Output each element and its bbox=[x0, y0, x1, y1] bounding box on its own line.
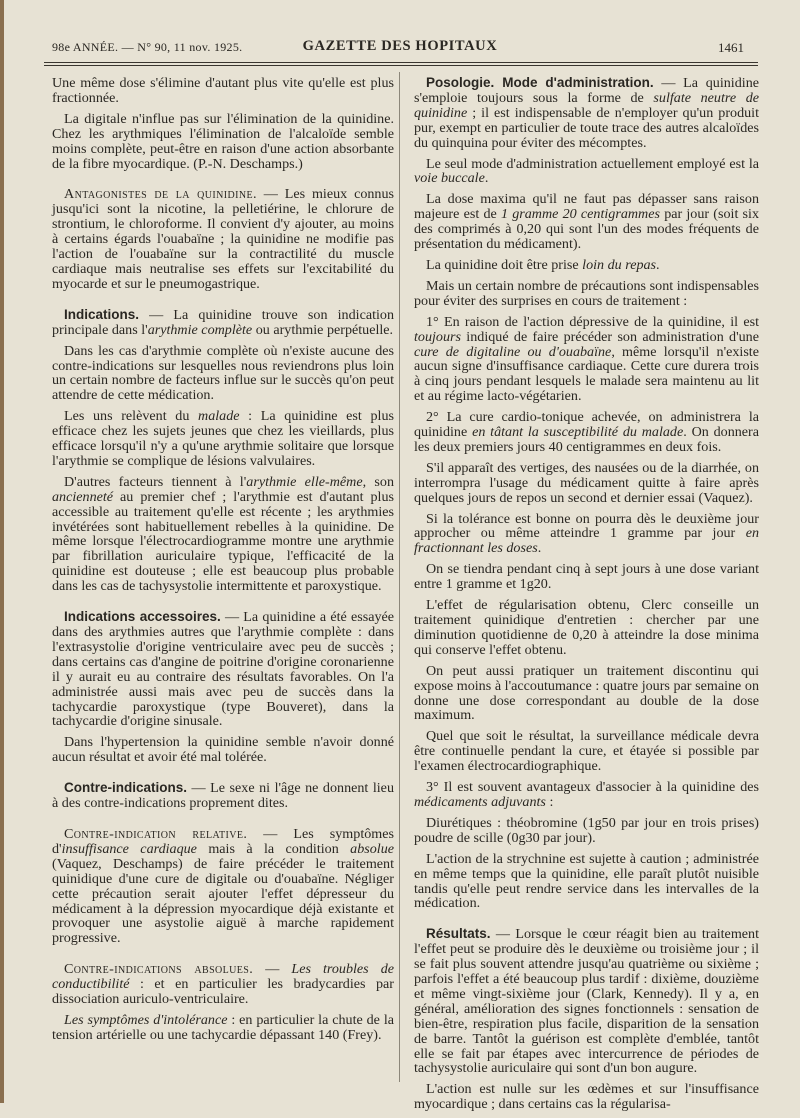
section-heading: Antagonistes de la quinidine. bbox=[64, 186, 257, 203]
section-heading: Indications accessoires. bbox=[64, 609, 221, 625]
section-antagonistes: Antagonistes de la quinidine. — Les mieux connus jusqu'ici sont la nicotine, la pelletiérine, le chlorure de strontium, le chloroforme. Il convient d'y ajouter, au moins à certains égards l'ouabaïne ; la quinidine ne modifie pas l'action de l'ouabaïne sur la contractilité du muscle cardiaque mais neutralise ses effets sur l'excitabilité du myocarde et sur le pneumogastrique. bbox=[52, 186, 394, 292]
section-heading: Contre-indications. bbox=[64, 780, 188, 796]
paragraph: Quel que soit le résultat, la surveillance médicale devra être continuelle pendant la cure, et étayée si possible par l'examen électrocardiographique. bbox=[414, 728, 759, 775]
section-resultats: Résultats. — Lorsque le cœur réagit bien au traitement l'effet peut se produire dès le deuxième ou troisième jour ; il se fait plus souvent attendre jusqu'au quatrième ou sixième ; parfois l'effet a été beaucoup plus tardif : dixième, douzième et même vingt-sixième jour (Clark, Kennedy). Il y a, en général, amélioration des signes fonctionnels : sensation de bien-être, respiration plus facile, disparition de la sensation de barre. Tantôt la guérison est complète d'emblée, tantôt elle se fait par étapes avec intercurrence de périodes de tachysystolie auriculaire qui sont d'un bon augure. bbox=[414, 926, 759, 1077]
section-contre-indications: Contre-indications. — Le sexe ni l'âge ne donnent lieu à des contre-indications proprement dites. bbox=[52, 780, 394, 812]
paragraph: 1° En raison de l'action dépressive de la quinidine, il est toujours indiqué de faire précéder son administration d'une cure de digitaline ou d'ouabaïne, même lorsqu'il n'existe aucun signe d'insuffisance cardiaque. Cette cure durera trois à cinq jours pendant lesquels le malade sera maintenu au lit et au régime lacto-végétarien. bbox=[414, 313, 759, 405]
paragraph: Diurétiques : théobromine (1g50 par jour en trois prises) poudre de scille (0g30 par jour). bbox=[414, 814, 759, 846]
paragraph: La dose maxima qu'il ne faut pas dépasser sans raison majeure est de 1 gramme 20 centigrammes par jour (soit six des comprimés à 0,20 qui sont l'un des modes fréquents de présentation du médicament). bbox=[414, 191, 760, 253]
paragraph: La digitale n'influe pas sur l'élimination de la quinidine. Chez les arythmiques l'élimination de l'alcaloïde semble moins complète, peut-être en raison d'une action absorbante de la fibre myocardique. (P.-N. Deschamps.) bbox=[52, 110, 394, 172]
section-heading: Contre-indication relative. bbox=[64, 825, 248, 842]
paragraph: La quinidine doit être prise loin du repas. bbox=[426, 256, 660, 273]
paragraph: Le seul mode d'administration actuellement employé est la voie buccale. bbox=[414, 155, 759, 187]
page-number: 1461 bbox=[718, 40, 744, 55]
paragraph: Mais un certain nombre de précautions sont indispensables pour éviter des surprises en cours de traitement : bbox=[414, 277, 759, 309]
section-heading: Contre-indications absolues. bbox=[64, 961, 254, 978]
paragraph: 3° Il est souvent avantageux d'associer à la quinidine des médicaments adjuvants : bbox=[414, 779, 759, 810]
section-indications-accessoires: Indications accessoires. — La quinidine a été essayée dans des arythmies autres que l'arythmie complète : dans l'extrasystolie d'origine ventriculaire avec peu de succès ; dans certains cas d'angine de poitrine d'origine coronarienne il y aurait eu au contraire des résultats favorables. On l'a administrée aussi mais avec peu de succès dans la tachycardie paroxystique (type Bouveret), dans la tachycardie d'origine sinusale. bbox=[52, 609, 395, 730]
paragraph: On peut aussi pratiquer un traitement discontinu qui expose moins à l'accoutumance : quatre jours par semaine on donne une dose correspondant au double de la dose maximum. bbox=[414, 662, 759, 724]
section-contre-indications-absolues: Contre-indications absolues. — Les troubles de conductibilité : et en particulier les bradycardies par dissociation auriculo-ventriculaire. bbox=[52, 961, 395, 1008]
section-posologie: Posologie. Mode d'administration. — La quinidine s'emploie toujours sous la forme de sulfate neutre de quinidine ; il est indispensable de n'employer qu'un produit pur, exempt en particulier de toute trace des autres alcaloïdes du quinquina pour éviter des mécomptes. bbox=[414, 75, 759, 151]
section-heading: Résultats. bbox=[426, 926, 491, 942]
paragraph: S'il apparaît des vertiges, des nausées ou de la diarrhée, on interrompra l'usage du médicament quitte à faire après quelques jours de repos un second et dernier essai (Vaquez). bbox=[414, 459, 759, 506]
right-column bbox=[414, 76, 759, 1118]
section-heading: Posologie. Mode d'administration. bbox=[426, 75, 654, 90]
header-rule bbox=[44, 62, 758, 66]
paragraph: On se tiendra pendant cinq à sept jours à une dose variant entre 1 gramme et 1g20. bbox=[414, 561, 759, 593]
paragraph: L'action est nulle sur les œdèmes et sur l'insuffisance myocardique ; dans certains cas la régularisa- bbox=[414, 1081, 759, 1113]
section-contre-indication-relative: Contre-indication relative. — Les symptômes d'insuffisance cardiaque mais à la condition absolue (Vaquez, Deschamps) de faire précéder le traitement quinidique d'une cure de digitale ou d'ouabaïne. Négliger cette précaution serait ajouter l'effet dépresseur du médicament à la dépression myocardique déjà existante et provoquer une asystolie aiguë à marche rapidement progressive. bbox=[52, 825, 394, 947]
issue-info: 98e ANNÉE. — N° 90, 11 nov. 1925. bbox=[52, 40, 243, 54]
left-column bbox=[52, 76, 394, 1049]
section-heading: Indications. bbox=[64, 306, 140, 322]
section-indications: Indications. — La quinidine trouve son indication principale dans l'arythmie complète ou arythmie perpétuelle. bbox=[52, 306, 394, 338]
paragraph: Dans l'hypertension la quinidine semble n'avoir donné aucun résultat et avoir été mal tolérée. bbox=[52, 734, 394, 766]
paragraph: Une même dose s'élimine d'autant plus vite qu'elle est plus fractionnée. bbox=[52, 75, 394, 106]
running-header bbox=[0, 0, 800, 62]
paragraph: 2° La cure cardio-tonique achevée, on administrera la quinidine en tâtant la susceptibilité du malade. On donnera les deux premiers jours 40 centigrammes en deux fois. bbox=[414, 409, 759, 455]
column-divider bbox=[399, 72, 400, 1082]
page-edge bbox=[0, 0, 4, 1103]
paragraph: Si la tolérance est bonne on pourra dès le deuxième jour approcher ou même atteindre 1 gramme par jour en fractionnant les doses. bbox=[414, 510, 759, 557]
paragraph: D'autres facteurs tiennent à l'arythmie elle-même, son ancienneté au premier chef ; l'arythmie est d'autant plus accessible au traitement qu'elle est récente ; les arythmies invétérées sont habituellement rebelles à la quinidine. De même lorsque l'électrocardiogramme montre une arythmie par fibrillation auriculaire typique, l'efficacité de la quinidine est douteuse ; elle est beaucoup plus probable dans les cas de tachysystolie intermittente et paroxystique. bbox=[52, 473, 394, 595]
journal-title: GAZETTE DES HOPITAUX bbox=[302, 38, 498, 54]
paragraph: Les uns relèvent du malade : La quinidine est plus efficace chez les sujets jeunes que chez les vieillards, plus efficace lorsqu'il n'y a qu'une arythmie solitaire que lorsque l'arythmie se complique de lésions valvulaires. bbox=[52, 408, 394, 469]
paragraph: L'effet de régularisation obtenu, Clerc conseille un traitement quinidique d'entretien : chercher par une diminution quotidienne de 0,20 à atteindre la dose minima qui conserve l'effet obtenu. bbox=[414, 597, 759, 658]
paragraph: L'action de la strychnine est sujette à caution ; administrée en même temps que la quinidine, elle paraît plutôt nuisible tandis qu'elle peut rendre service dans les intervalles de la médication. bbox=[414, 850, 759, 912]
paragraph: Les symptômes d'intolérance : en particulier la chute de la tension artérielle ou une tachycardie dépassant 140 (Frey). bbox=[52, 1011, 395, 1043]
paragraph: Dans les cas d'arythmie complète où n'existe aucune des contre-indications sur lesquelles nous reviendrons plus loin un certain nombre de facteurs influe sur le succès qu'on peut attendre de cette médication. bbox=[52, 342, 394, 404]
